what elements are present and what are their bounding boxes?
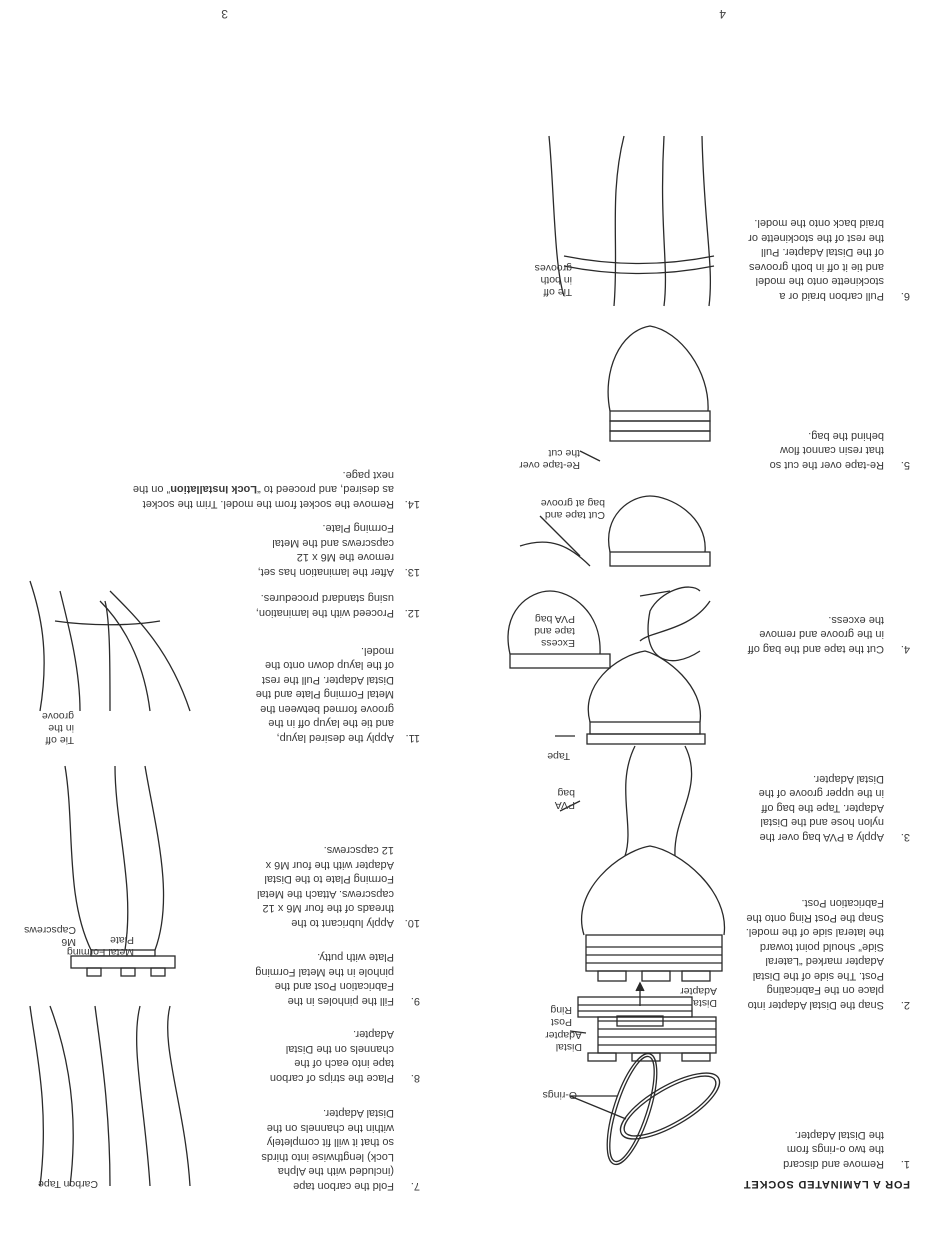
step-number: 9. [410,995,420,1007]
step-number: 7. [410,1180,420,1192]
cut-tape-figure [520,476,710,576]
label-post-ring: Post Ring [550,1004,572,1028]
lock-installation-link-text: Lock Installation [170,483,258,496]
page-number-4: 4 [719,7,726,21]
post-ring-figure [510,846,710,981]
label-retape: Re-tape over the cut [519,447,580,471]
step-9-text: Fill the pinholes in the Fabrication Post and the pinhole in the Metal Forming Plate with putty. [255,951,394,1007]
step-8-text: Place the strips of carbon tape into each of the channels on the Distal Adapter. [269,1028,394,1084]
step-number: 12. [404,607,420,619]
step-number: 11. [405,732,420,744]
step-number: 10. [404,917,420,929]
label-pva-bag: PVA bag [554,787,575,811]
label-metal-plate: Metal Forming Plate [66,934,134,958]
step-14-text: Remove the socket from the model. Trim the socket as desired, and proceed to “Lock Installation” on the next page. [132,469,394,510]
label-tie-groove: Tie off in the groove [41,710,74,746]
label-distal-adapter-2: Distal Adapter [680,985,717,1009]
step-number: 3. [900,831,910,843]
step-11-text: Apply the desired layup, and tie the layup off in the groove formed between the Metal Forming Plate and the Distal Adapter. Pull the rest of the layup down onto the model. [255,645,394,744]
label-cut-tape: Cut tape and bag at groove [540,497,605,521]
layup-tied-figure [20,581,190,711]
step-number: 4. [900,643,910,655]
label-capscrews: M6 Capscrews [24,924,76,948]
step-12-text: Proceed with the lamination, using standard procedures. [255,592,394,619]
section-heading: FOR A LAMINATED SOCKET [743,1178,910,1190]
step-number: 13. [404,566,420,578]
step-number: 5. [900,459,910,471]
carbon-tape-figure [30,1006,190,1186]
step-13-text: After the lamination has set, remove the M6 x 12 capscrews and the Metal Forming Plate. [257,522,394,578]
step-number: 2. [900,999,910,1011]
label-tape: Tape [547,750,570,762]
step-number: 14. [404,498,420,510]
page-number-3: 3 [221,7,228,21]
label-tie-both: Tie off in both grooves [534,262,572,298]
step-2-text: Snap the Distal Adapter into place on the Fabricating Post. The side of the Distal Adapter marked “Lateral Side” should point toward the lateral side of the model. Snap the Post Ring onto the Fabrication Post. [745,897,884,1011]
step-number: 8. [410,1072,420,1084]
pva-bag-figure [525,676,705,856]
step-10-text: Apply lubricant to the threads of the four M6 x 12 capscrews. Attach the Metal Forming Plate to the Distal Adapter with the four M6 x 12 capscrews. [257,844,394,929]
step-3-text: Apply a PVA bag over the nylon hose and the Distal Adapter. Tape the bag off in the upper groove of the Distal Adapter. [758,773,884,843]
label-carbon-tape: Carbon Tape [38,1178,98,1190]
step-1-text: Remove and discard the two o-rings from the Distal Adapter. [783,1129,884,1170]
step-number: 1. [900,1158,910,1170]
label-excess: Excess tape and PVA bag [534,613,575,649]
label-distal-adapter-1: Distal Adapter [545,1029,582,1053]
label-o-rings: O-rings [542,1089,577,1101]
step-number: 6. [900,290,910,302]
step-4-text: Cut the tape and the bag off in the groove and remove the excess. [747,614,884,655]
step-6-text: Pull carbon braid or a stockinette onto the model and tie it off in both grooves of the Distal Adapter. Pull the rest of the stockinette or braid back onto the model. [748,217,884,302]
step-7-text: Fold the carbon tape (included with the Alpha Lock) lengthwise into thirds so that it will fit completely within the channels on the Distal Adapter. [261,1107,394,1192]
step-5-text: Re-tape over the cut so that resin cannot flow behind the bag. [769,430,884,471]
